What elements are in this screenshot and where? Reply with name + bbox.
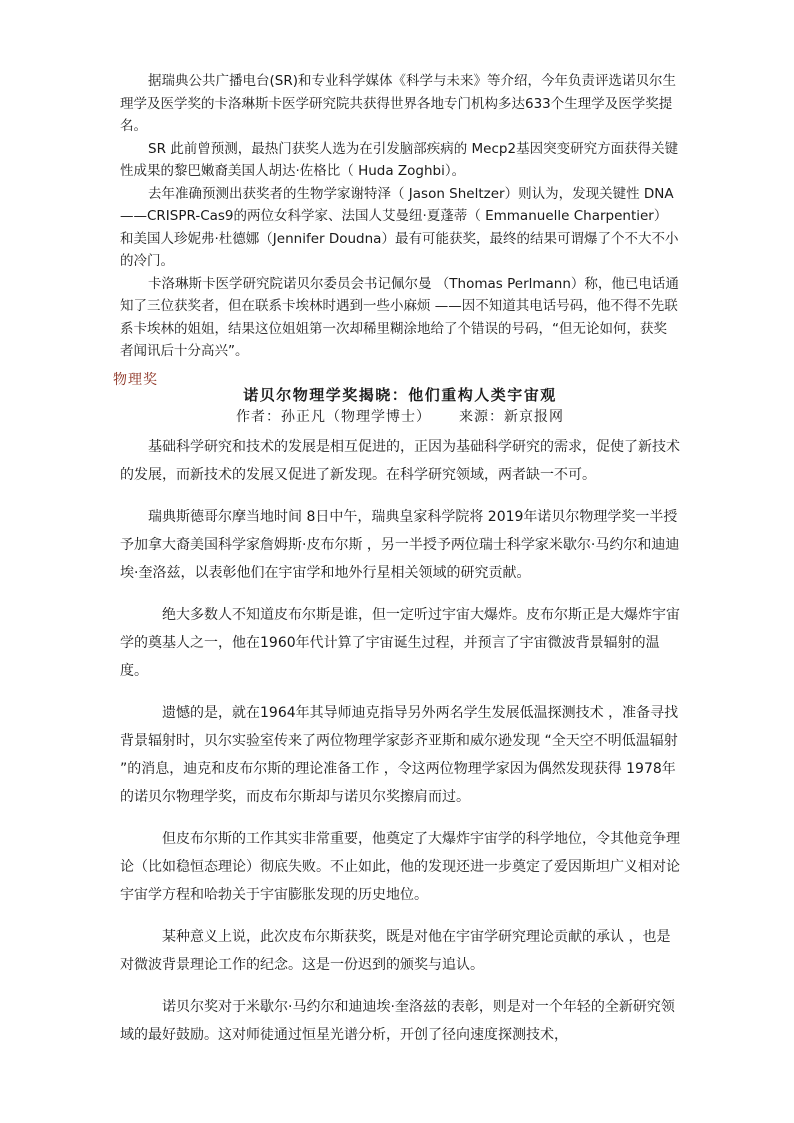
source-text: 来源：新京报网 (459, 409, 564, 425)
section-label: 物理奖 (113, 372, 158, 388)
author-text: 作者：孙正凡（物理学博士） (236, 409, 431, 425)
article-title: 诺贝尔物理学奖揭晓：他们重构人类宇宙观 (243, 386, 557, 404)
paragraph: 诺贝尔奖对于米歇尔·马约尔和迪迪埃·奎洛兹的表彰，则是对一个年轻的全新研究领域的最好鼓励。这对师徒通过恒星光谱分析，开创了径向速度探测技术， (120, 999, 675, 1043)
paragraph: 但皮布尔斯的工作其实非常重要，他奠定了大爆炸宇宙学的科学地位，令其他竞争理论（比如稳恒态理论）彻底失败。不止如此，他的发现还进一步奠定了爱因斯坦广义相对论宇宙学方程和哈勃关于宇宙膨胀发现的历史地位。 (120, 831, 680, 903)
paragraph: SR 此前曾预测，最热门获奖人选为在引发脑部疾病的 Mecp2基因突变研究方面获得关键性成果的黎巴嫩裔美国人胡达·佐格比（ Huda Zoghbi）。 (120, 140, 679, 179)
paragraph: 瑞典斯德哥尔摩当地时间 8日中午，瑞典皇家科学院将 2019年诺贝尔物理学奖一半授予加拿大裔美国科学家詹姆斯·皮布尔斯 ，另一半授予两位瑞士科学家米歇尔·马约尔和迪迪埃·奎洛兹，以表彰他们在宇宙学和地外行星相关领域的研究贡献。 (120, 509, 680, 581)
paragraph: 某种意义上说，此次皮布尔斯获奖，既是对他在宇宙学研究理论贡献的承认 ，也是对微波背景理论工作的纪念。这是一份迟到的颁奖与追认。 (120, 929, 671, 973)
medicine-section (120, 70, 680, 363)
paragraph: 据瑞典公共广播电台(SR)和专业科学媒体《科学与未来》等介绍，今年负责评选诺贝尔生理学及医学奖的卡洛琳斯卡医学研究院共获得世界各地专门机构多达633个生理学及医学奖提名。 (120, 73, 676, 134)
paragraph: 卡洛琳斯卡医学研究院诺贝尔委员会书记佩尔曼 （Thomas Perlmann）称，他已电话通知了三位获奖者，但在联系卡埃林时遇到一些小麻烦 ——因不知道其电话号码，他不得不先联系卡埃林的姐姐，结果这位姐姐第一次却稀里糊涂地给了个错误的号码，“但无论如何，获奖者闻讯后十分高兴”。 (120, 275, 679, 359)
article-byline (120, 406, 680, 428)
article-body (120, 433, 680, 1063)
paragraph: 绝大多数人不知道皮布尔斯是谁，但一定听过宇宙大爆炸。皮布尔斯正是大爆炸宇宙学的奠基人之一，他在1960年代计算了宇宙诞生过程，并预言了宇宙微波背景辐射的温度。 (120, 607, 680, 679)
paragraph: 去年准确预测出获奖者的生物学家谢特泽（ Jason Sheltzer）则认为，发现关键性 DNA——CRISPR-Cas9的两位女科学家、法国人艾曼纽·夏蓬蒂（ Emmanuelle Charpentier）和美国人珍妮弗·杜德娜（Jennifer Doudna）最有可能获奖，最终的结果可谓爆了个不大不小的冷门。 (120, 185, 679, 269)
paragraph: 基础科学研究和技术的发展是相互促进的，正因为基础科学研究的需求，促使了新技术的发展，而新技术的发展又促进了新发现。在科学研究领域，两者缺一不可。 (120, 439, 680, 483)
paragraph: 遗憾的是，就在1964年其导师迪克指导另外两名学生发展低温探测技术 ，准备寻找背景辐射时，贝尔实验室传来了两位物理学家彭齐亚斯和威尔逊发现 “全天空不明低温辐射 ”的消息，迪克和皮布尔斯的理论准备工作 ，令这两位物理学家因为偶然发现获得 1978年的诺贝尔物理学奖，而皮布尔斯却与诺贝尔奖擦肩而过。 (120, 705, 679, 805)
